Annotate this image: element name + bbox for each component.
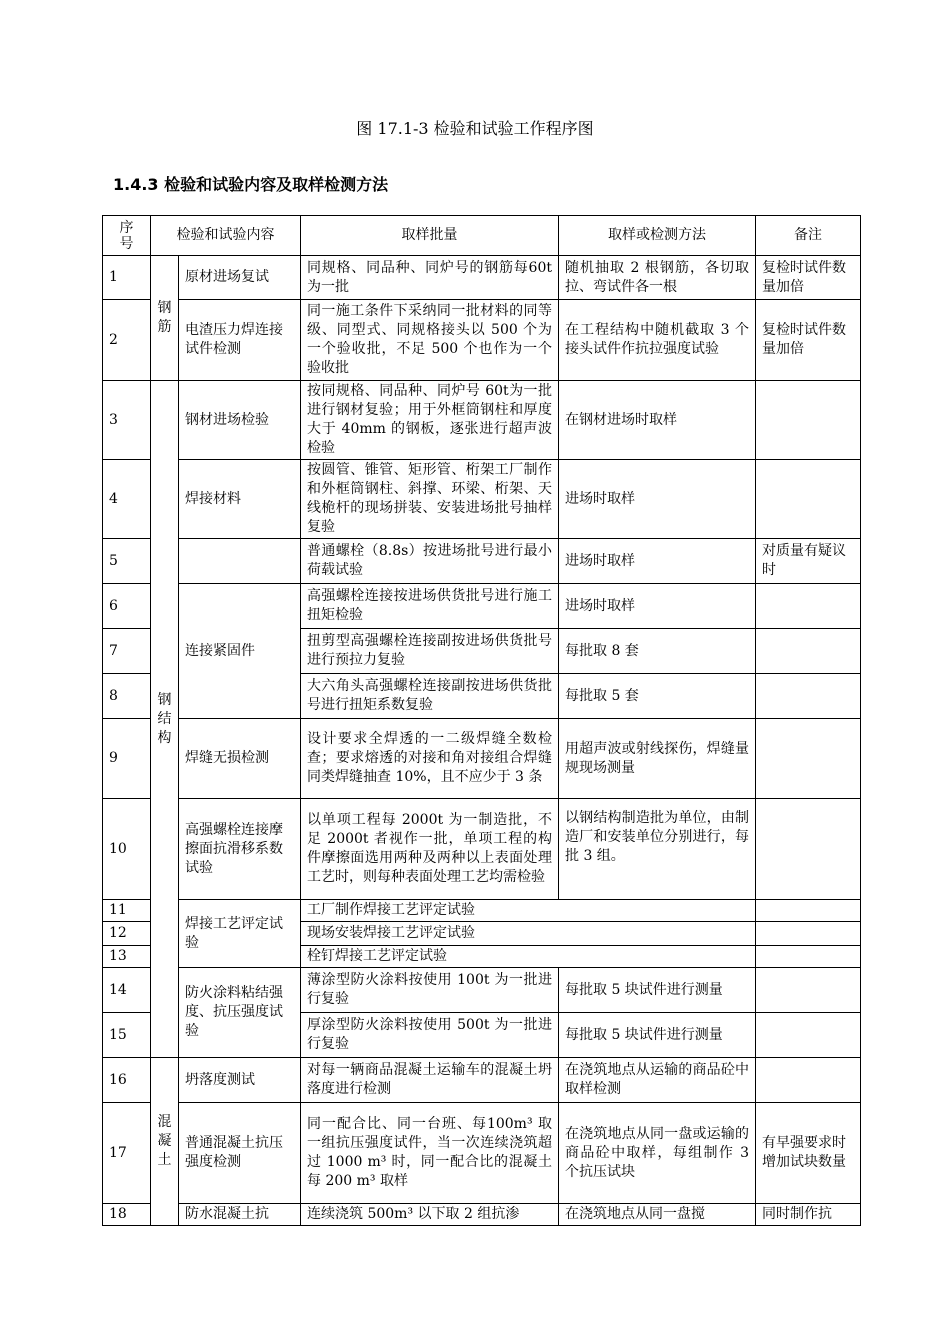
- row-batch: 以单项工程每 2000t 为一制造批，不足 2000t 者视作一批，单项工程的构件摩擦面选用两种及两种以上表面处理工艺时，则每种表面处理工艺均需检验: [301, 799, 559, 900]
- row-item-welding-procedure: 焊接工艺评定试验: [179, 900, 301, 968]
- row-item: 高强螺栓连接摩擦面抗滑移系数试验: [179, 799, 301, 900]
- row-no: 9: [103, 719, 151, 799]
- row-item: 钢材进场检验: [179, 381, 301, 460]
- row-method: 在浇筑地点从同一盘搅: [559, 1204, 756, 1226]
- row-batch: 普通螺栓（8.8s）按进场批号进行最小荷载试验: [301, 539, 559, 584]
- row-no: 14: [103, 968, 151, 1013]
- row-batch: 设计要求全焊透的一二级焊缝全数检查；要求熔透的对接和角对接组合焊缝同类焊缝抽查 10%，且不应少于 3 条: [301, 719, 559, 799]
- row-no: 11: [103, 900, 151, 922]
- row-batch: 对每一辆商品混凝土运输车的混凝土坍落度进行检测: [301, 1058, 559, 1103]
- row-batch: 大六角头高强螺栓连接副按进场供货批号进行扭矩系数复验: [301, 674, 559, 719]
- row-remark: [756, 799, 861, 900]
- row-remark: 复检时试件数量加倍: [756, 300, 861, 381]
- row-remark: [756, 1013, 861, 1058]
- row-batch: 同一施工条件下采纳同一批材料的同等级、同型式、同规格接头以 500 个为一个验收批，不足 500 个也作为一个验收批: [301, 300, 559, 381]
- row-remark: [756, 381, 861, 460]
- row-method: 用超声波或射线探伤，焊缝量规现场测量: [559, 719, 756, 799]
- row-no: 4: [103, 460, 151, 539]
- row-batch: 同一配合比、同一台班、每100m³ 取一组抗压强度试件，当一次连续浇筑超过 1000 m³ 时，同一配合比的混凝土每 200 m³ 取样: [301, 1103, 559, 1204]
- table-row: [103, 460, 861, 539]
- row-method: 每批取 5 套: [559, 674, 756, 719]
- table-row: [103, 539, 861, 584]
- row-remark: [756, 922, 861, 946]
- table-row: [103, 719, 861, 799]
- row-batch: 扭剪型高强螺栓连接副按进场供货批号进行预拉力复验: [301, 629, 559, 674]
- table-row: [103, 799, 861, 900]
- row-method: 进场时取样: [559, 460, 756, 539]
- row-no: 16: [103, 1058, 151, 1103]
- row-batch: 现场安装焊接工艺评定试验: [301, 922, 756, 946]
- header-method: 取样或检测方法: [559, 216, 756, 256]
- row-remark: [756, 1058, 861, 1103]
- table-row: [103, 900, 861, 922]
- row-item: 焊缝无损检测: [179, 719, 301, 799]
- row-remark: [756, 968, 861, 1013]
- row-no: 1: [103, 256, 151, 300]
- row-item: 坍落度测试: [179, 1058, 301, 1103]
- row-remark: 有早强要求时增加试块数量: [756, 1103, 861, 1204]
- row-method: 每批取 8 套: [559, 629, 756, 674]
- row-item: 焊接材料: [179, 460, 301, 539]
- table-row: [103, 300, 861, 381]
- row-item-fireproof: 防火涂料粘结强度、抗压强度试验: [179, 968, 301, 1058]
- row-method: 在工程结构中随机截取 3 个接头试件作抗拉强度试验: [559, 300, 756, 381]
- row-remark: [756, 674, 861, 719]
- row-remark: [756, 629, 861, 674]
- row-batch: 薄涂型防火涂料按使用 100t 为一批进行复验: [301, 968, 559, 1013]
- row-no: 3: [103, 381, 151, 460]
- row-no: 17: [103, 1103, 151, 1204]
- table-row: [103, 381, 861, 460]
- row-no: 12: [103, 922, 151, 946]
- row-batch: 同规格、同品种、同炉号的钢筋每60t为一批: [301, 256, 559, 300]
- table-row: [103, 584, 861, 629]
- row-item: 防水混凝土抗: [179, 1204, 301, 1226]
- header-batch: 取样批量: [301, 216, 559, 256]
- table-row: [103, 1058, 861, 1103]
- row-method: 每批取 5 块试件进行测量: [559, 1013, 756, 1058]
- row-remark: [756, 900, 861, 922]
- row-remark: [756, 584, 861, 629]
- header-content: 检验和试验内容: [151, 216, 301, 256]
- row-remark: [756, 460, 861, 539]
- table-row: [103, 1204, 861, 1226]
- header-remark: 备注: [756, 216, 861, 256]
- row-no: 5: [103, 539, 151, 584]
- row-item: [179, 539, 301, 584]
- row-remark: 同时制作抗: [756, 1204, 861, 1226]
- row-remark: [756, 946, 861, 968]
- row-no: 2: [103, 300, 151, 381]
- figure-caption: 图 17.1-3 检验和试验工作程序图: [356, 119, 594, 138]
- table-row: [103, 1103, 861, 1204]
- row-remark: [756, 719, 861, 799]
- row-item: 电渣压力焊连接试件检测: [179, 300, 301, 381]
- row-no: 10: [103, 799, 151, 900]
- row-method: 在浇筑地点从运输的商品砼中取样检测: [559, 1058, 756, 1103]
- row-method: 进场时取样: [559, 584, 756, 629]
- row-batch: 按同规格、同品种、同炉号 60t为一批进行钢材复验；用于外框筒钢柱和厚度大于 40mm 的钢板，逐张进行超声波检验: [301, 381, 559, 460]
- row-no: 18: [103, 1204, 151, 1226]
- row-batch: 栓钉焊接工艺评定试验: [301, 946, 756, 968]
- table-row: [103, 256, 861, 300]
- section-heading: 1.4.3 检验和试验内容及取样检测方法: [113, 175, 389, 194]
- row-method: 每批取 5 块试件进行测量: [559, 968, 756, 1013]
- row-method: 以钢结构制造批为单位，由制造厂和安装单位分别进行，每批 3 组。: [559, 799, 756, 900]
- row-no: 7: [103, 629, 151, 674]
- row-method: 在浇筑地点从同一盘或运输的商品砼中取样，每组制作 3 个抗压试块: [559, 1103, 756, 1204]
- row-remark: 复检时试件数量加倍: [756, 256, 861, 300]
- row-method: 随机抽取 2 根钢筋，各切取拉、弯试件各一根: [559, 256, 756, 300]
- header-no: 序 号: [103, 216, 151, 256]
- group-rebar: 钢 筋: [151, 256, 179, 381]
- row-batch: 厚涂型防火涂料按使用 500t 为一批进行复验: [301, 1013, 559, 1058]
- row-no: 13: [103, 946, 151, 968]
- row-batch: 工厂制作焊接工艺评定试验: [301, 900, 756, 922]
- row-no: 6: [103, 584, 151, 629]
- row-batch: 高强螺栓连接按进场供货批号进行施工扭矩检验: [301, 584, 559, 629]
- row-batch: 按圆管、锥管、矩形管、桁架工厂制作和外框筒钢柱、斜撑、环梁、桁架、天线桅杆的现场拼装、安装进场批号抽样复验: [301, 460, 559, 539]
- row-no: 15: [103, 1013, 151, 1058]
- row-batch: 连续浇筑 500m³ 以下取 2 组抗渗: [301, 1204, 559, 1226]
- inspection-table: [102, 215, 861, 1226]
- group-concrete: 混 凝 土: [151, 1058, 179, 1226]
- row-item-fasteners: 连接紧固件: [179, 584, 301, 719]
- row-no: 8: [103, 674, 151, 719]
- row-method: 在钢材进场时取样: [559, 381, 756, 460]
- row-method: 进场时取样: [559, 539, 756, 584]
- group-steel: 钢 结 构: [151, 381, 179, 1058]
- row-item: 普通混凝土抗压强度检测: [179, 1103, 301, 1204]
- table-row: [103, 968, 861, 1013]
- table-header-row: [103, 216, 861, 256]
- row-remark: 对质量有疑议时: [756, 539, 861, 584]
- row-item: 原材进场复试: [179, 256, 301, 300]
